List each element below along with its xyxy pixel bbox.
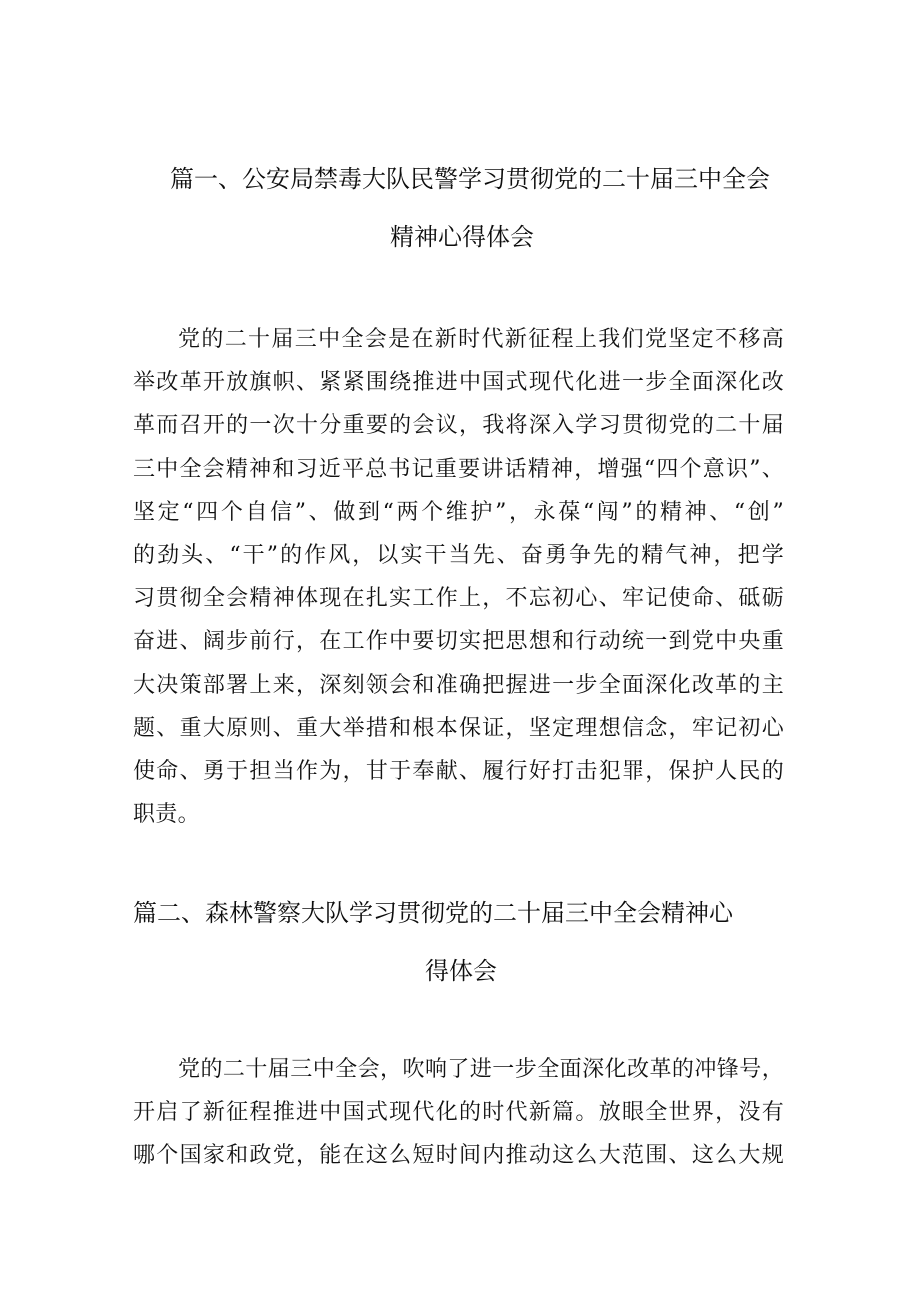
article-2-title-line-2: 得体会 <box>425 957 497 985</box>
article-1-body-line: 三中全会精神和习近平总书记重要讲话精神，增强“四个意识”、 <box>133 456 784 482</box>
article-1-body-line: 党的二十届三中全会是在新时代新征程上我们党坚定不移高 <box>178 327 784 352</box>
article-2-body <box>133 1048 784 1178</box>
article-1-body-line: 革而召开的一次十分重要的会议，我将深入学习贯彻党的二十届 <box>133 413 784 439</box>
article-1-body-line: 大决策部署上来，深刻领会和准确把握进一步全面深化改革的主 <box>133 672 784 698</box>
article-1-body-line: 题、重大原则、重大举措和根本保证，坚定理想信念，牢记初心 <box>133 715 784 741</box>
article-1-body-line: 奋进、阔步前行，在工作中要切实把思想和行动统一到党中央重 <box>133 629 784 655</box>
article-1-body-line: 举改革开放旗帜、紧紧围绕推进中国式现代化进一步全面深化改 <box>133 370 784 396</box>
article-2-body-line: 党的二十届三中全会，吹响了进一步全面深化改革的冲锋号， <box>178 1057 784 1082</box>
article-1-body-line: 职责。 <box>133 802 200 828</box>
article-1-title-line-2: 精神心得体会 <box>390 223 534 251</box>
article-1-body-line: 坚定“四个自信”、做到“两个维护”，永葆“闯”的精神、“创” <box>133 499 784 525</box>
article-2-body-line: 哪个国家和政党，能在这么短时间内推动这么大范围、这么大规 <box>133 1143 784 1169</box>
article-1-title-line-1: 篇一、公安局禁毒大队民警学习贯彻党的二十届三中全会 <box>170 165 770 193</box>
article-2-title-line-1: 篇二、森林警察大队学习贯彻党的二十届三中全会精神心 <box>133 899 733 927</box>
article-1-body <box>133 318 784 836</box>
article-2-body-line: 开启了新征程推进中国式现代化的时代新篇。放眼全世界，没有 <box>133 1100 784 1126</box>
article-1-body-line: 习贯彻全会精神体现在扎实工作上，不忘初心、牢记使命、砥砺 <box>133 586 784 612</box>
article-1-body-line: 使命、勇于担当作为，甘于奉献、履行好打击犯罪，保护人民的 <box>133 759 784 785</box>
article-1-body-line: 的劲头、“干”的作风，以实干当先、奋勇争先的精气神，把学 <box>133 543 784 569</box>
